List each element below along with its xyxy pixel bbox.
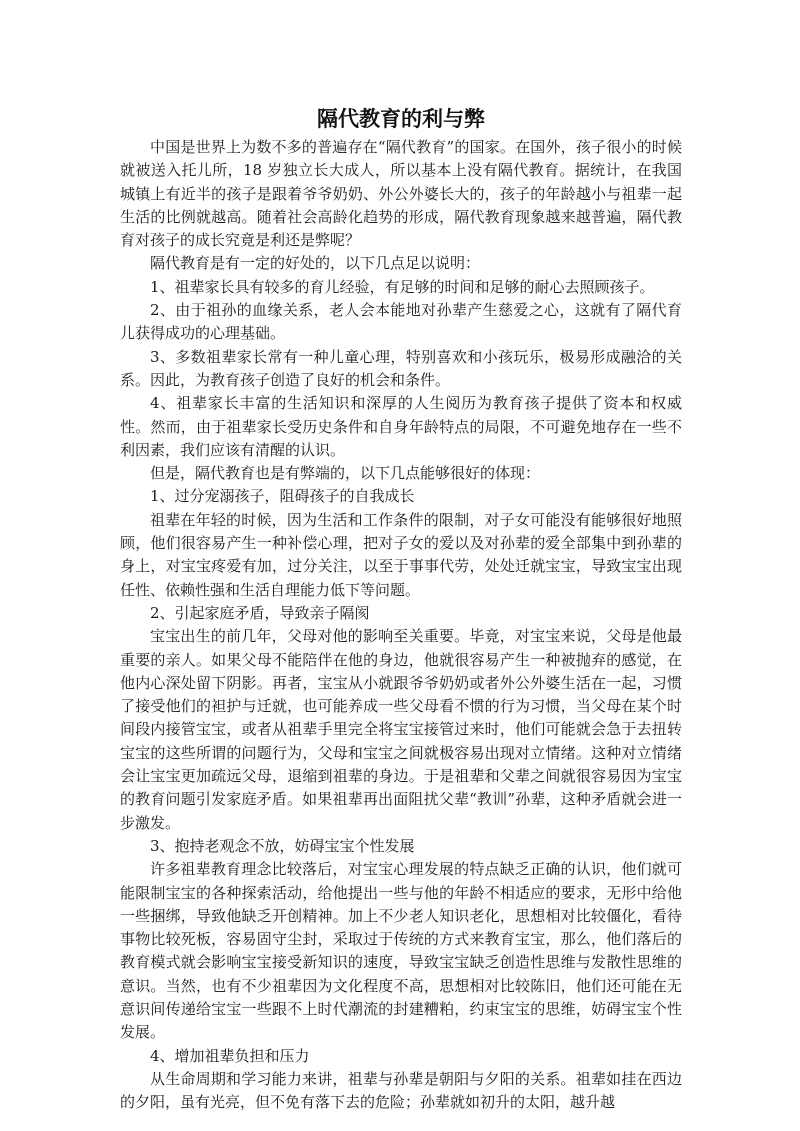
document-body xyxy=(120,104,682,1114)
paragraph-intro: 中国是世界上为数不多的普遍存在“隔代教育”的国家。在国外，孩子很小的时候就被送入托儿所，18 岁独立长大成人，所以基本上没有隔代教育。据统计，在我国城镇上有近半的孩子是跟着爷爷奶奶、外公外婆长大的，孩子的年龄越小与祖辈一起生活的比例就越高。随着社会高龄化趋势的形成，隔代教育现象越来越普遍，隔代教育对孩子的成长究竟是利还是弊呢？ xyxy=(120,138,682,250)
drawback-heading-2: 2、引起家庭矛盾，导致亲子隔阂 xyxy=(150,603,370,622)
drawback-body-1: 祖辈在年轻的时候，因为生活和工作条件的限制，对子女可能没有能够很好地照顾，他们很容易产生一种补偿心理，把对子女的爱以及对孙辈的爱全部集中到孙辈的身上，对宝宝疼爱有加，过分关注，以至于事事代劳，处处迁就宝宝，导致宝宝出现任性、依赖性强和生活自理能力低下等问题。 xyxy=(120,510,682,599)
paragraph-drawbacks-lead: 但是，隔代教育也是有弊端的，以下几点能够很好的体现： xyxy=(150,464,541,483)
benefit-item-2: 2、由于祖孙的血缘关系，老人会本能地对孙辈产生慈爱之心，这就有了隔代育儿获得成功的心理基础。 xyxy=(120,301,682,343)
benefit-item-1: 1、祖辈家长具有较多的育儿经验，有足够的时间和足够的耐心去照顾孩子。 xyxy=(150,277,655,296)
benefit-item-4: 4、祖辈家长丰富的生活知识和深厚的人生阅历为教育孩子提供了资本和权威性。然而，由于祖辈家长受历史条件和自身年龄特点的局限，不可避免地存在一些不利因素，我们应该有清醒的认识。 xyxy=(120,394,682,459)
paragraph-benefits-lead: 隔代教育是有一定的好处的，以下几点足以说明： xyxy=(150,254,481,273)
drawback-heading-1: 1、过分宠溺孩子，阻碍孩子的自我成长 xyxy=(150,487,415,506)
drawback-heading-3: 3、抱持老观念不放，妨碍宝宝个性发展 xyxy=(150,836,415,855)
drawback-body-2: 宝宝出生的前几年，父母对他的影响至关重要。毕竟，对宝宝来说，父母是他最重要的亲人。如果父母不能陪伴在他的身边，他就很容易产生一种被抛弃的感觉，在他内心深处留下阴影。再者，宝宝从小就跟爷爷奶奶或者外公外婆生活在一起，习惯了接受他们的袒护与迁就，也可能养成一些父母看不惯的行为习惯，当父母在某个时间段内接管宝宝，或者从祖辈手里完全将宝宝接管过来时，他们可能就会急于去扭转宝宝的这些所谓的问题行为，父母和宝宝之间就极容易出现对立情绪。这种对立情绪会让宝宝更加疏远父母，退缩到祖辈的身边。于是祖辈和父辈之间就很容易因为宝宝的教育问题引发家庭矛盾。如果祖辈再出面阻扰父辈“教训”孙辈，这种矛盾就会进一步激发。 xyxy=(120,627,682,832)
drawback-body-3: 许多祖辈教育理念比较落后，对宝宝心理发展的特点缺乏正确的认识，他们就可能限制宝宝的各种探索活动，给他提出一些与他的年龄不相适应的要求，无形中给他一些捆绑，导致他缺乏开创精神。加上不少老人知识老化，思想相对比较僵化，看待事物比较死板，容易固守尘封，采取过于传统的方式来教育宝宝，那么，他们落后的教育模式就会影响宝宝接受新知识的速度，导致宝宝缺乏创造性思维与发散性思维的意识。当然，也有不少祖辈因为文化程度不高，思想相对比较陈旧，他们还可能在无意识间传递给宝宝一些跟不上时代潮流的封建糟粕，约束宝宝的思维，妨碍宝宝个性发展。 xyxy=(120,860,682,1042)
document-title: 隔代教育的利与弊 xyxy=(317,107,485,131)
benefit-item-3: 3、多数祖辈家长常有一种儿童心理，特别喜欢和小孩玩乐，极易形成融洽的关系。因此，为教育孩子创造了良好的机会和条件。 xyxy=(120,347,682,389)
drawback-body-4: 从生命周期和学习能力来讲，祖辈与孙辈是朝阳与夕阳的关系。祖辈如挂在西边的夕阳，虽有光亮，但不免有落下去的危险；孙辈就如初升的太阳，越升越 xyxy=(120,1069,682,1112)
drawback-heading-4: 4、增加祖辈负担和压力 xyxy=(150,1046,310,1065)
